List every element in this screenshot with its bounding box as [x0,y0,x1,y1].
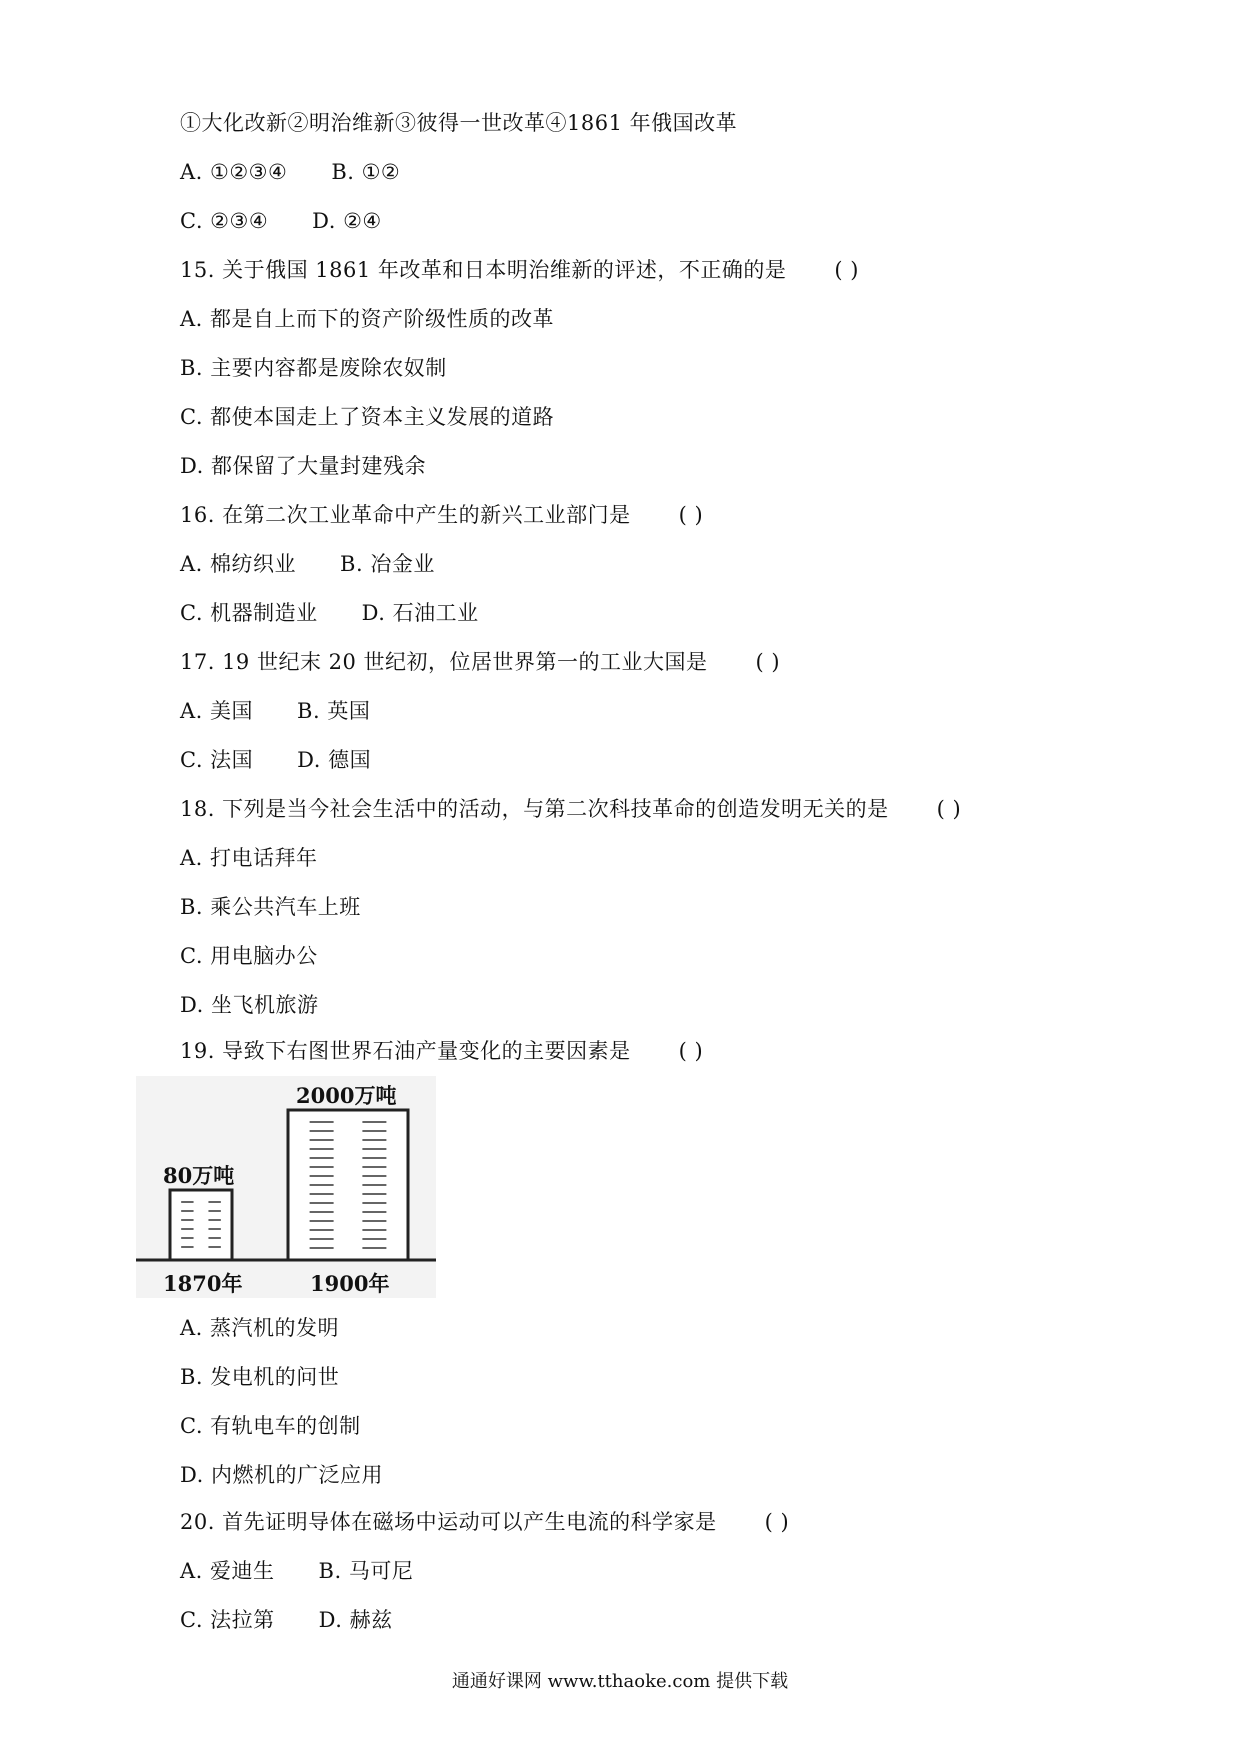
q17-option-b: B. 英国 [297,699,371,723]
q15-option-c: C. 都使本国走上了资本主义发展的道路 [180,405,555,429]
q20-option-b: B. 马可尼 [318,1559,414,1583]
q16-option-d: D. 石油工业 [361,601,479,625]
q20-stem-line [180,1507,789,1537]
q19-option-d: D. 内燃机的广泛应用 [180,1463,383,1487]
q19-answer-paren: ( ) [678,1039,704,1063]
q18-option-c: C. 用电脑办公 [180,944,318,968]
q17-options-row-1 [180,696,370,726]
q16-options-row-1 [180,549,435,579]
q20-stem: 20. 首先证明导体在磁场中运动可以产生电流的科学家是 [180,1510,717,1534]
q15-answer-paren: ( ) [834,258,859,282]
q18-answer-paren: ( ) [936,797,962,821]
q20-option-d: D. 赫兹 [318,1608,393,1632]
q14-options-row-1 [180,157,400,187]
q15-option-d: D. 都保留了大量封建残余 [180,454,426,478]
q16-stem: 16. 在第二次工业革命中产生的新兴工业部门是 [180,503,631,527]
q17-stem-line [180,647,780,677]
q18-stem: 18. 下列是当今社会生活中的活动，与第二次科技革命的创造发明无关的是 [180,797,889,821]
q17-option-a: A. 美国 [180,699,254,723]
bar-label-1900: 2000万吨 [296,1083,397,1108]
q16-option-a: A. 棉纺织业 [180,552,297,576]
q19-stem: 19. 导致下右图世界石油产量变化的主要因素是 [180,1039,631,1063]
q19-stem-line [180,1036,703,1066]
q18-option-a: A. 打电话拜年 [180,846,318,870]
q15-option-b: B. 主要内容都是废除农奴制 [180,356,447,380]
q17-stem: 17. 19 世纪末 20 世纪初，位居世界第一的工业大国是 [180,650,708,674]
q18-option-b: B. 乘公共汽车上班 [180,895,361,919]
year-label-1900: 1900年 [310,1271,390,1296]
q15-stem: 15. 关于俄国 1861 年改革和日本明治维新的评述，不正确的是 [180,258,787,282]
q20-answer-paren: ( ) [764,1510,790,1534]
q20-option-c: C. 法拉第 [180,1608,275,1632]
q17-options-row-2 [180,745,371,775]
q16-option-c: C. 机器制造业 [180,601,318,625]
q20-options-row-2 [180,1605,393,1635]
oil-production-chart [136,1076,436,1298]
q14-option-d: D. ②④ [312,209,382,233]
q14-option-c: C. ②③④ [180,209,269,233]
q16-stem-line [180,500,703,530]
q16-options-row-2 [180,598,479,628]
q20-option-a: A. 爱迪生 [180,1559,275,1583]
q19-option-c: C. 有轨电车的创制 [180,1414,361,1438]
q14-option-a: A. ①②③④ [180,160,288,184]
q19-option-a: A. 蒸汽机的发明 [180,1316,340,1340]
q15-option-a: A. 都是自上而下的资产阶级性质的改革 [180,307,555,331]
page-footer: 通通好课网 www.tthaoke.com 提供下载 [451,1671,789,1692]
q16-answer-paren: ( ) [678,503,704,527]
bar-label-1870: 80万吨 [163,1163,235,1188]
q19-option-b: B. 发电机的问世 [180,1365,340,1389]
q17-answer-paren: ( ) [755,650,781,674]
q16-option-b: B. 冶金业 [340,552,435,576]
q14-option-b: B. ①② [331,160,401,184]
q20-options-row-1 [180,1556,413,1586]
q18-option-d: D. 坐飞机旅游 [180,993,319,1017]
q17-option-d: D. 德国 [297,748,372,772]
q15-stem-line [180,255,859,285]
bar-1900年 [288,1110,408,1260]
year-label-1870: 1870年 [163,1271,243,1296]
q17-option-c: C. 法国 [180,748,254,772]
q18-stem-line [180,794,961,824]
q14-options-row-2 [180,206,382,236]
q14-stem: ①大化改新②明治维新③彼得一世改革④1861 年俄国改革 [180,111,738,135]
bar-1870年 [170,1190,232,1260]
